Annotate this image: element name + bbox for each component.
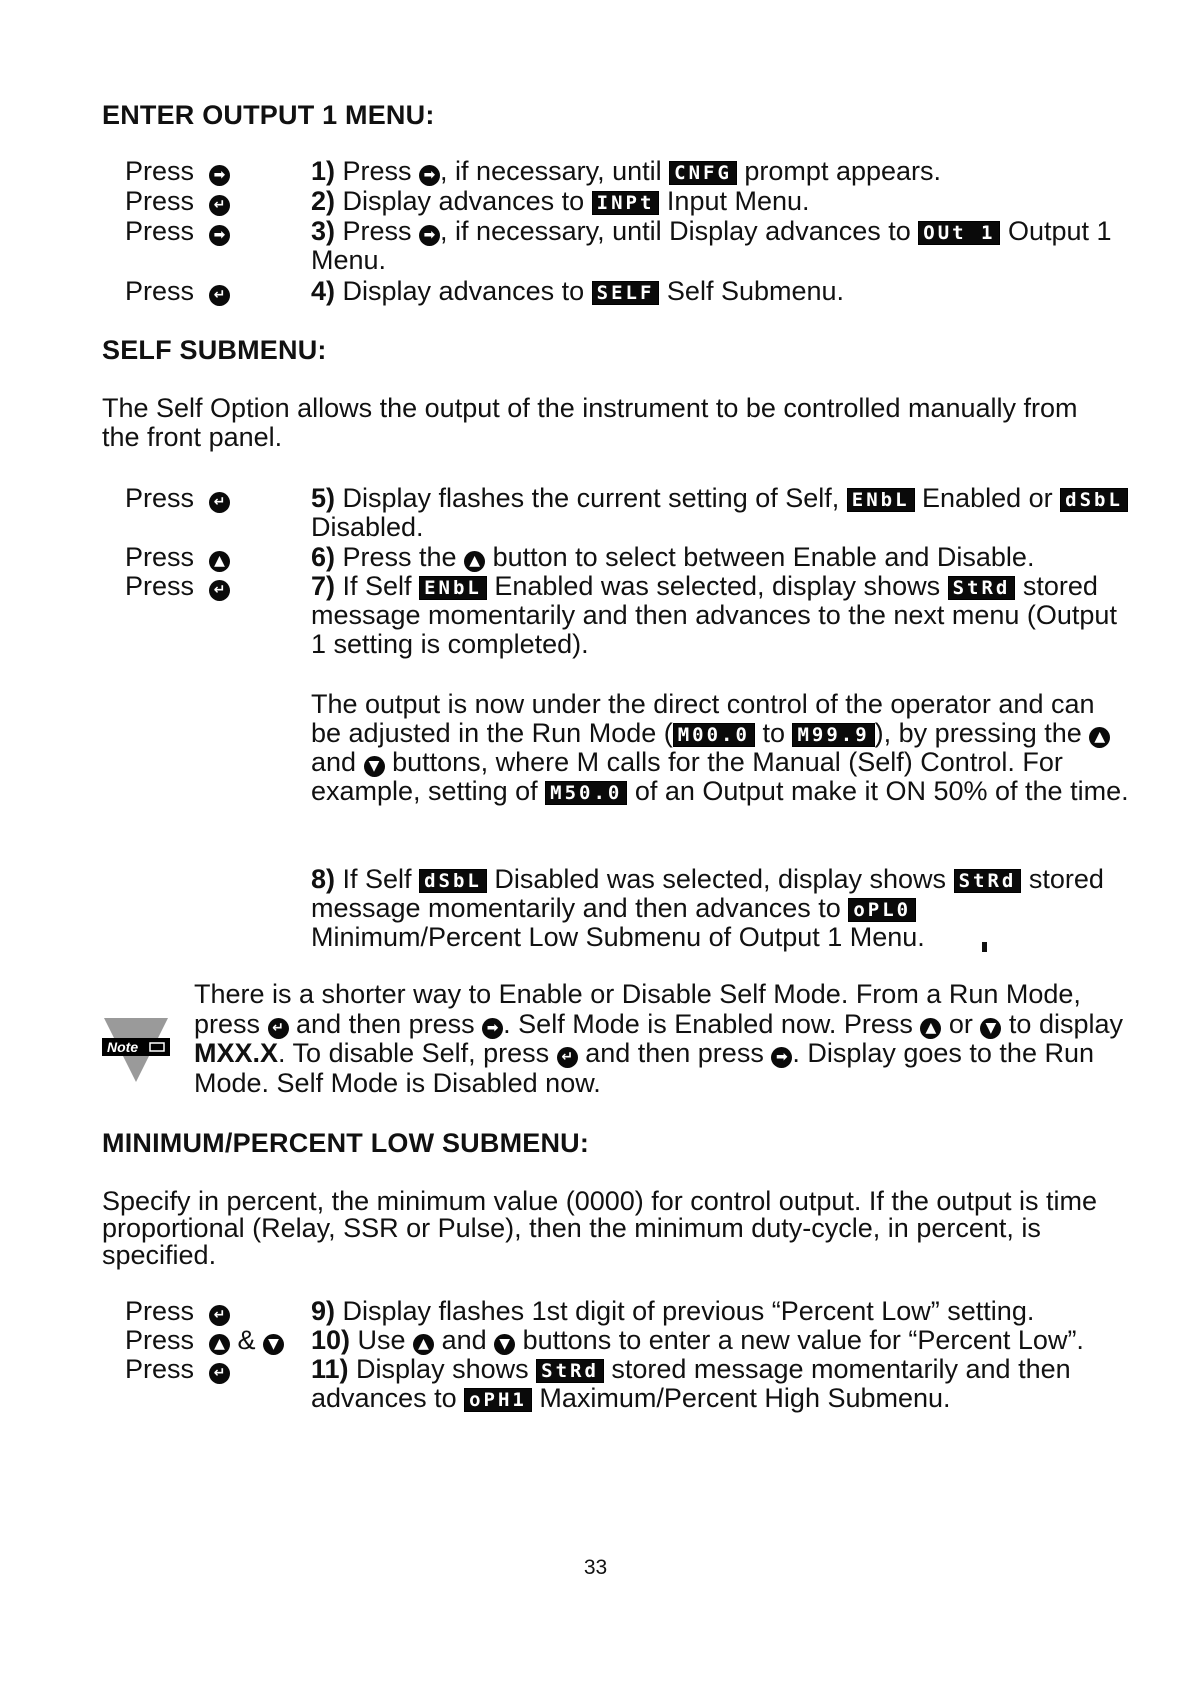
note-text: and then press — [577, 1038, 772, 1068]
step-number: 4) — [311, 276, 336, 306]
up-key-icon: ▲ — [1089, 727, 1110, 748]
step-text: Maximum/Percent High Submenu. — [531, 1383, 951, 1413]
lcd-display-cnfg: CNFG — [669, 161, 737, 185]
lcd-display-oph1: oPH1 — [464, 1388, 532, 1412]
note-text: . To disable Self, press — [278, 1038, 557, 1068]
step-text: stored message momentarily and then advances to the next menu (Output 1 setting is completed). — [311, 571, 1117, 659]
step-text: Disabled was selected, display shows — [486, 864, 954, 894]
step-text: Display flashes the current setting of Self, — [335, 483, 847, 513]
para-text: The output is now under the direct control of the operator and can be adjusted in the Run Mode ( — [311, 689, 1095, 748]
para-text: buttons, where M calls for the Manual (Self) Control. For example, setting of — [311, 747, 1063, 806]
press-text: Press — [125, 1325, 195, 1355]
step-6 — [311, 543, 1131, 572]
step-number: 5) — [311, 483, 336, 513]
self-intro-paragraph: The Self Option allows the output of the instrument to be controlled manually from the front panel. — [102, 393, 1078, 452]
step-text: Press the — [335, 542, 465, 572]
note-text: There is a shorter way to Enable or Disable Self Mode. From a Run Mode, press — [194, 979, 1081, 1039]
lcd-display-strd: StRd — [954, 869, 1022, 893]
step-text: Display flashes 1st digit of previous “Percent Low” setting. — [335, 1296, 1035, 1326]
lcd-display-strd: StRd — [536, 1359, 604, 1383]
lcd-display-m99: M99.9 — [792, 723, 874, 747]
press-text: Press — [125, 542, 195, 572]
step-text: , if necessary, until Display advances to — [440, 216, 919, 246]
up-key-icon: ▲ — [920, 1018, 941, 1039]
enter-key-icon: ↵ — [209, 1305, 230, 1326]
down-key-icon: ▼ — [980, 1018, 1001, 1039]
step-text: Display shows — [348, 1354, 537, 1384]
step-11 — [311, 1355, 1131, 1413]
press-text: Press — [125, 186, 195, 216]
step-5 — [311, 484, 1131, 542]
enter-key-icon: ↵ — [557, 1047, 578, 1068]
step-text: If Self — [335, 571, 420, 601]
step-9 — [311, 1297, 1131, 1326]
press-label — [125, 217, 230, 246]
lcd-display-enbl: ENbL — [847, 488, 915, 512]
advance-key-icon: ➡ — [482, 1018, 503, 1039]
advance-key-icon: ➡ — [419, 165, 440, 186]
step-text: Display advances to — [335, 276, 592, 306]
note-text: . Self Mode is Enabled now. Press — [503, 1008, 921, 1039]
up-key-icon: ▲ — [209, 1334, 230, 1355]
press-label — [125, 572, 230, 601]
lcd-display-m00: M00.0 — [673, 723, 755, 747]
section-heading-min-percent-low: MINIMUM/PERCENT LOW SUBMENU: — [102, 1128, 590, 1158]
note-triangle-icon — [102, 1014, 170, 1084]
step-text: prompt appears. — [736, 156, 942, 186]
step-number: 7) — [311, 571, 336, 601]
step-number: 9) — [311, 1296, 336, 1326]
step-3 — [311, 217, 1131, 275]
note-text: . Display goes to the Run Mode. Self Mode is Disabled now. — [194, 1038, 1094, 1098]
enter-key-icon: ↵ — [209, 492, 230, 513]
down-key-icon: ▼ — [494, 1334, 515, 1355]
step-text: Enabled was selected, display shows — [486, 571, 948, 601]
press-label — [125, 277, 230, 306]
press-text: Press — [125, 483, 195, 513]
step-number: 11) — [311, 1354, 349, 1384]
lcd-display-m50: M50.0 — [545, 781, 627, 805]
step-text: Display advances to — [335, 186, 592, 216]
press-label — [125, 1355, 230, 1384]
step-text: Press — [335, 216, 420, 246]
note-text: and then press — [288, 1008, 483, 1039]
lcd-display-self: SELF — [592, 281, 660, 305]
step-text: stored message momentarily and then advances to — [311, 864, 1104, 923]
page-number: 33 — [583, 1556, 608, 1579]
min-percent-intro-paragraph: Specify in percent, the minimum value (0000) for control output. If the output is time proportional (Relay, SSR or Pulse), then the minimum duty-cycle, in percent, is specified. — [102, 1186, 1097, 1270]
press-text: Press — [125, 571, 195, 601]
step-7 — [311, 572, 1131, 659]
press-label — [125, 1297, 230, 1326]
stray-mark — [982, 942, 987, 952]
step-text: Input Menu. — [659, 186, 810, 216]
step-10 — [311, 1326, 1131, 1355]
press-label — [125, 1326, 284, 1355]
enter-key-icon: ↵ — [209, 285, 230, 306]
step-text: stored message momentarily and then advances to — [311, 1354, 1071, 1413]
step-1 — [311, 157, 1131, 186]
step-8 — [311, 865, 1131, 952]
lcd-display-dsbl: dSbL — [419, 869, 487, 893]
step-number: 2) — [311, 186, 336, 216]
step-text: and — [434, 1325, 495, 1355]
press-text: Press — [125, 276, 195, 306]
lcd-display-inpt: INPt — [592, 191, 660, 215]
step-text: Use — [350, 1325, 414, 1355]
step-number: 6) — [311, 542, 336, 572]
lcd-display-strd: StRd — [948, 576, 1016, 600]
advance-key-icon: ➡ — [209, 165, 230, 186]
press-text: Press — [125, 1296, 195, 1326]
lcd-display-enbl: ENbL — [419, 576, 487, 600]
step-text: , if necessary, until — [440, 156, 670, 186]
manual-control-paragraph — [311, 690, 1131, 806]
lcd-display-out1: OUt 1 — [918, 221, 1000, 245]
note-text: to display — [1001, 1008, 1123, 1039]
down-key-icon: ▼ — [263, 1334, 284, 1355]
press-label — [125, 187, 230, 216]
note-label: Note — [107, 1039, 139, 1055]
para-text: ), by pressing the — [874, 718, 1090, 748]
note-icon — [102, 1014, 170, 1084]
step-text: Press — [335, 156, 420, 186]
note-bold-value: MXX.X — [194, 1038, 279, 1068]
step-number: 8) — [311, 864, 336, 894]
enter-key-icon: ↵ — [209, 1363, 230, 1384]
enter-key-icon: ↵ — [268, 1018, 289, 1039]
step-text: Output 1 Menu. — [311, 216, 1112, 275]
step-2 — [311, 187, 1131, 216]
note-text: or — [941, 1008, 981, 1039]
para-text: and — [311, 747, 364, 777]
press-text: Press — [125, 216, 195, 246]
advance-key-icon: ➡ — [771, 1047, 792, 1068]
press-text: Press — [125, 1354, 195, 1384]
advance-key-icon: ➡ — [419, 225, 440, 246]
step-4 — [311, 277, 1131, 306]
step-number: 1) — [311, 156, 336, 186]
enter-key-icon: ↵ — [209, 195, 230, 216]
section-heading-self: SELF SUBMENU: — [102, 335, 327, 365]
step-text: Disabled. — [311, 512, 424, 542]
up-key-icon: ▲ — [209, 551, 230, 572]
para-text: to — [754, 718, 793, 748]
step-text: If Self — [335, 864, 420, 894]
lcd-display-opl0: oPL0 — [848, 898, 916, 922]
step-number: 3) — [311, 216, 336, 246]
step-number: 10) — [311, 1325, 351, 1355]
lcd-display-dsbl: dSbL — [1060, 488, 1128, 512]
enter-key-icon: ↵ — [209, 580, 230, 601]
step-text: Self Submenu. — [659, 276, 845, 306]
section-heading-output1: ENTER OUTPUT 1 MENU: — [102, 100, 435, 130]
press-text: Press — [125, 156, 195, 186]
up-key-icon: ▲ — [413, 1334, 434, 1355]
step-text: buttons to enter a new value for “Percent Low”. — [515, 1325, 1084, 1355]
press-label — [125, 543, 230, 572]
up-key-icon: ▲ — [464, 551, 485, 572]
press-label — [125, 484, 230, 513]
press-label — [125, 157, 230, 186]
advance-key-icon: ➡ — [209, 225, 230, 246]
down-key-icon: ▼ — [364, 756, 385, 777]
step-text: button to select between Enable and Disable. — [485, 542, 1035, 572]
step-text: Minimum/Percent Low Submenu of Output 1 Menu. — [311, 922, 925, 952]
step-text: Enabled or — [914, 483, 1061, 513]
para-text: of an Output make it ON 50% of the time. — [627, 776, 1129, 806]
ampersand: & — [230, 1325, 264, 1355]
note-paragraph — [194, 980, 1124, 1098]
